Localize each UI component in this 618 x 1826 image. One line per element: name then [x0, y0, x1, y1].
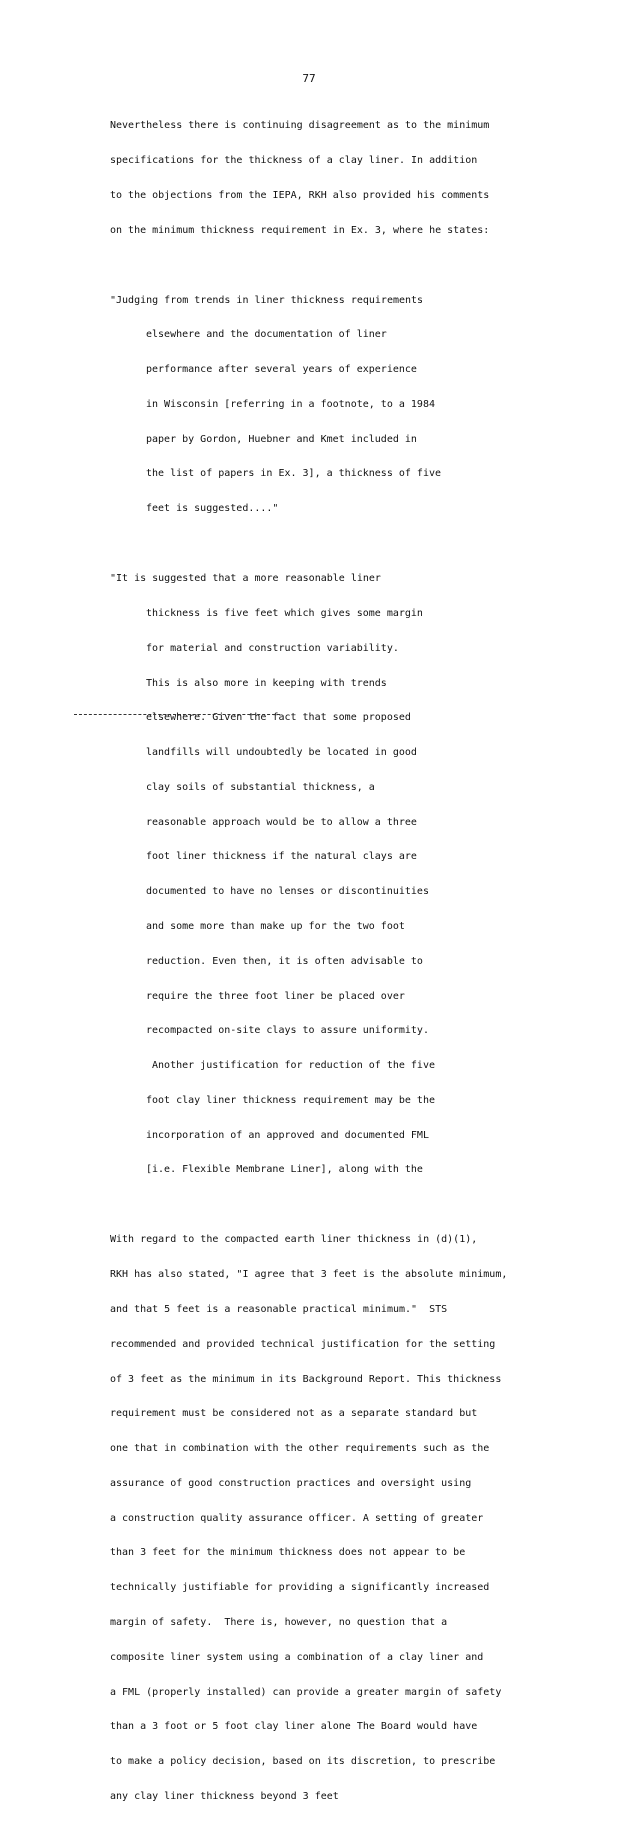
- text-line: assurance of good construction practices and oversight using: [110, 1477, 472, 1489]
- text-line: the list of papers in Ex. 3], a thickness of five: [146, 468, 442, 480]
- quote-block-2: [110, 550, 618, 1199]
- text-line: specifications for the thickness of a clay liner. In addition: [110, 154, 478, 166]
- text-line: require the three foot liner be placed over: [146, 990, 405, 1002]
- paragraph-intro: [110, 97, 618, 259]
- text-line: to make a policy decision, based on its discretion, to prescribe: [110, 1756, 496, 1768]
- text-line: any clay liner thickness beyond 3 feet: [110, 1790, 339, 1802]
- text-line: a FML (properly installed) can provide a greater margin of safety: [110, 1686, 502, 1698]
- text-line: and some more than make up for the two foot: [146, 920, 405, 932]
- text-line: requirement must be considered not as a separate standard but: [110, 1408, 478, 1420]
- text-line: than 3 feet for the minimum thickness does not appear to be: [110, 1547, 466, 1559]
- text-line: for material and construction variability.: [146, 642, 399, 654]
- text-line: With regard to the compacted earth liner thickness in (d)(1),: [110, 1234, 478, 1246]
- text-line: Nevertheless there is continuing disagreement as to the minimum: [110, 120, 490, 132]
- text-line: composite liner system using a combination of a clay liner and: [110, 1651, 484, 1663]
- text-line: margin of safety. There is, however, no question that a: [110, 1617, 448, 1628]
- text-line: "It is suggested that a more reasonable liner: [110, 573, 381, 585]
- document-body: [0, 97, 618, 1826]
- quote-block-1: [110, 271, 618, 538]
- text-line: a construction quality assurance officer. A setting of greater: [110, 1512, 484, 1524]
- text-line: foot clay liner thickness requirement may be the: [146, 1094, 435, 1106]
- text-line: thickness is five feet which gives some margin: [146, 607, 423, 619]
- text-line: documented to have no lenses or discontinuities: [146, 886, 429, 898]
- text-line: foot liner thickness if the natural clays are: [146, 851, 417, 863]
- paragraph-analysis: [110, 1211, 618, 1825]
- text-line: technically justifiable for providing a significantly increased: [110, 1582, 490, 1594]
- text-line: and that 5 feet is a reasonable practical minimum." STS: [110, 1303, 448, 1315]
- text-line: reasonable approach would be to allow a three: [146, 816, 417, 828]
- text-line: than a 3 foot or 5 foot clay liner alone The Board would have: [110, 1721, 478, 1733]
- text-line: incorporation of an approved and documented FML: [146, 1129, 429, 1141]
- text-line: recompacted on-site clays to assure uniformity.: [146, 1025, 429, 1037]
- text-line: paper by Gordon, Huebner and Kmet included in: [146, 433, 417, 445]
- page-number: 77: [302, 72, 316, 85]
- text-line: to the objections from the IEPA, RKH also provided his comments: [110, 189, 490, 201]
- footnote-divider: [74, 714, 280, 715]
- text-line: elsewhere. Given the fact that some proposed: [146, 712, 411, 724]
- text-line: performance after several years of experience: [146, 364, 417, 376]
- text-line: elsewhere and the documentation of liner: [146, 329, 387, 341]
- text-line: feet is suggested....": [146, 503, 279, 515]
- text-line: RKH has also stated, "I agree that 3 feet is the absolute minimum,: [110, 1269, 508, 1281]
- text-line: This is also more in keeping with trends: [146, 677, 387, 689]
- text-line: on the minimum thickness requirement in Ex. 3, where he states:: [110, 224, 490, 236]
- text-line: [i.e. Flexible Membrane Liner], along with the: [146, 1164, 423, 1176]
- text-line: landfills will undoubtedly be located in good: [146, 747, 417, 759]
- text-line: Another justification for reduction of the five: [146, 1060, 435, 1072]
- text-line: reduction. Even then, it is often advisable to: [146, 955, 423, 967]
- text-line: one that in combination with the other requirements such as the: [110, 1443, 490, 1455]
- text-line: of 3 feet as the minimum in its Background Report. This thickness: [110, 1373, 502, 1385]
- text-line: clay soils of substantial thickness, a: [146, 781, 375, 793]
- text-line: in Wisconsin [referring in a footnote, to a 1984: [146, 398, 435, 410]
- text-line: recommended and provided technical justification for the setting: [110, 1338, 496, 1350]
- text-line: "Judging from trends in liner thickness requirements: [110, 294, 424, 306]
